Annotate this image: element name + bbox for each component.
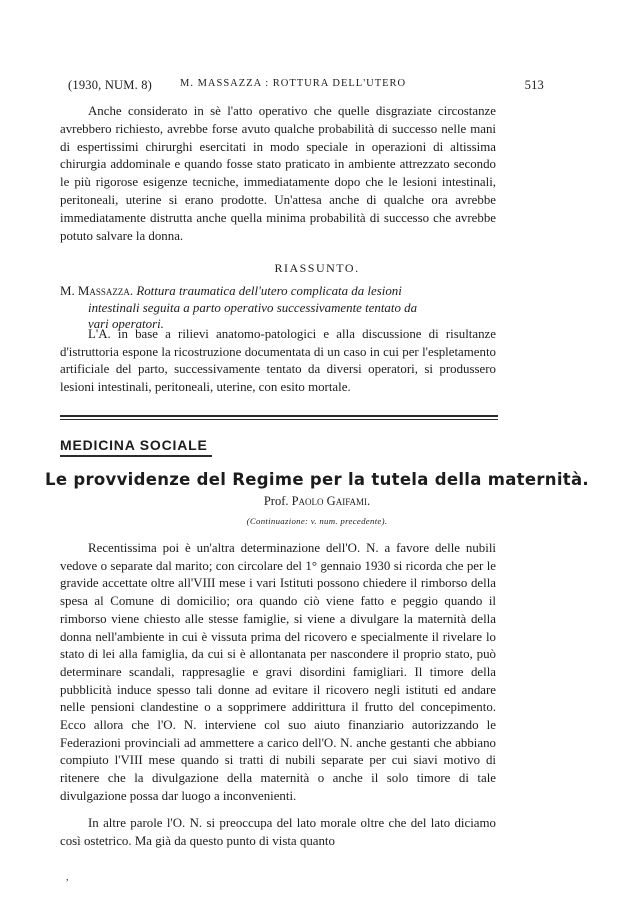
article-paragraph: Recentissima poi è un'altra determinazione dell'O. N. a favore delle nubili vedove o separate dal marito; con circolare del 1° gennaio 1930 si ricorda che per le gravide accettate oltre all'VIII mese i vari Istituti possono chiedere il rimborso della spesa al Comune di domicilio; ora quando ciò viene fatto e peggio quando il rimborso viene chiesto alle stesse famiglie, si viene a divulgare la maternità della donna nell'ambiente in cui è vissuta prima del ricovero e specialmente il rivelare lo stato di lei alla famiglia, da cui si è allontanata per nascondere il proprio stato, può determinare scandali, rappresaglie e gravi disordini famigliari. Il timore della pubblicità induce spesso tali donne ad evitare il ricovero negli istituti ed andare nelle pensioni clandestine o a sopprimere addirittura il frutto del concepimento. Ecco allora che l'O. N. interviene col suo aiuto finanziario autorizzando le Federazioni provinciali ad ammettere a carico dell'O. N. anche gestanti che abbiano compiuto l'VIII mese quando si tratti di nubili separate per cui siavi motivo di ritenere che la divulgazione della maternità o anche il solo timore di tale divulgazione possa dar luogo a inconvenienti. [60, 541, 496, 803]
article-title: Le provvidenze del Regime per la tutela della maternità. [45, 470, 589, 489]
section-divider [60, 419, 498, 420]
body-paragraph: Anche considerato in sè l'atto operativo che quelle disgraziate circostanze avrebbero richiesto, avrebbe forse avuto qualche probabilità di successo nelle mani di espertissimi chirurghi esercitati in modo speciale in operazioni di altissima chirurgia addominale e quando fosse stato praticato in ambiente attrezzato secondo le più rigorose esigenze tecniche, immediatamente dopo che le lesioni intestinali, peritoneali, uterine si erano prodotte. Un'attesa anche di qualche ora avrebbe immediatamente distrutta anche quella minima probabilità di successo che avrebbe potuto salvare la donna. [60, 104, 496, 243]
summary-title-line: Rottura traumatica dell'utero complicata da lesioni [136, 284, 402, 298]
summary-heading: RIASSUNTO. [274, 261, 360, 275]
summary-author-initial: M. [60, 284, 75, 298]
author-prefix: Prof. [263, 494, 289, 508]
author-name: Paolo Gaifami. [291, 494, 371, 508]
summary-title-line: vari operatori. [88, 317, 164, 331]
issue-number: (1930, NUM. 8) [68, 78, 153, 92]
page-number: 513 [524, 78, 544, 92]
stray-mark: , [66, 872, 69, 883]
running-title: M. MASSAZZA : ROTTURA DELL'UTERO [180, 78, 407, 89]
running-header [68, 78, 544, 94]
section-heading: MEDICINA SOCIALE [60, 437, 208, 453]
article-paragraph: In altre parole l'O. N. si preoccupa del lato morale oltre che del lato diciamo così ostetrico. Ma già da questo punto di vista quanto [60, 816, 496, 848]
continuation-note: (Continuazione: v. num. precedente). [246, 516, 388, 526]
article-author [0, 494, 634, 509]
summary-author: Massazza. [77, 284, 134, 298]
section-divider [60, 415, 498, 417]
summary-body: L'A. in base a rilievi anatomo-patologici e alla discussione di risultanze d'istruttoria espone la ricostruzione documentata di un caso in cui per l'espletamento artificiale del parto, successivamente tentato da diversi operatori, si produssero lesioni intestinali, peritoneali, uterine, con esito mortale. [60, 327, 496, 394]
section-underline [60, 455, 212, 457]
summary-title-line: intestinali seguita a parto operativo successivamente tentato da [88, 300, 418, 315]
